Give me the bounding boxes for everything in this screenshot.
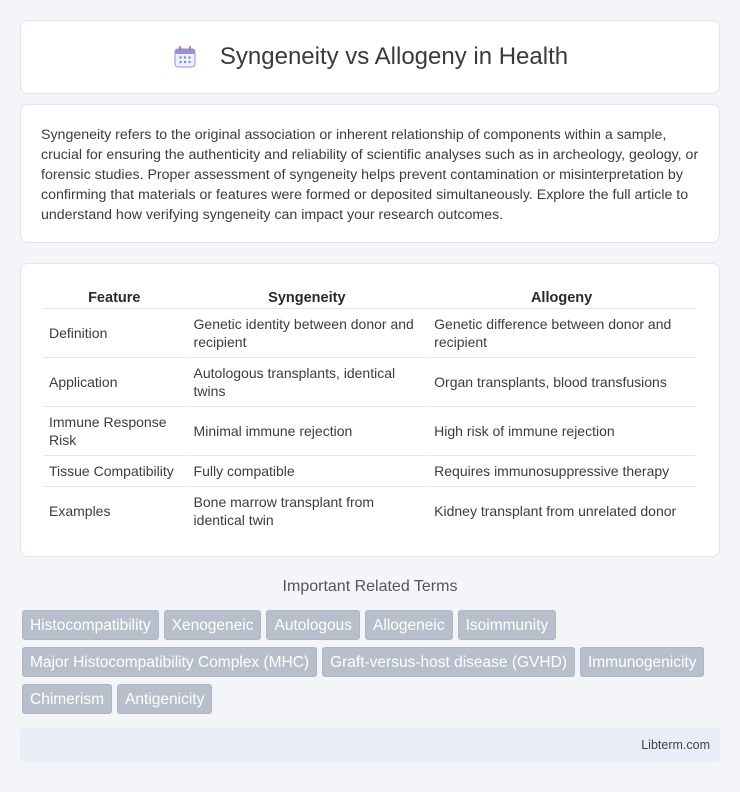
header-allogeny: Allogeny <box>530 290 593 306</box>
comparison-card <box>20 263 720 557</box>
header-feature: Feature <box>88 290 141 306</box>
table-cell: Genetic identity between donor and recipient <box>188 308 427 357</box>
table-cell: Organ transplants, blood transfusions <box>428 357 695 406</box>
related-term-tag[interactable]: Xenogeneic <box>164 610 262 640</box>
table-cell: Minimal immune rejection <box>188 406 427 455</box>
related-terms-title: Important Related Terms <box>282 578 458 595</box>
table-row <box>43 406 695 455</box>
comparison-table <box>41 286 697 535</box>
table-cell: Application <box>43 357 186 406</box>
table-row <box>43 308 695 357</box>
header-syngeneity: Syngeneity <box>268 290 346 306</box>
table-cell: Fully compatible <box>188 455 427 486</box>
table-cell: Immune Response Risk <box>43 406 186 455</box>
table-cell: Genetic difference between donor and recipient <box>428 308 695 357</box>
page-title: Syngeneity vs Allogeny in Health <box>219 43 569 70</box>
table-row <box>43 455 695 486</box>
related-term-tag[interactable]: Chimerism <box>22 684 112 714</box>
related-term-tag[interactable]: Isoimmunity <box>458 610 557 640</box>
footer-site-link[interactable]: Libterm.com <box>641 738 710 752</box>
related-term-tag[interactable]: Antigenicity <box>117 684 212 714</box>
table-cell: Requires immunosuppressive therapy <box>428 455 695 486</box>
header-card <box>20 20 720 94</box>
table-cell: Kidney transplant from unrelated donor <box>428 486 695 535</box>
table-row <box>43 357 695 406</box>
footer <box>20 728 720 762</box>
calendar-icon <box>172 44 198 70</box>
related-term-tag[interactable]: Immunogenicity <box>580 647 705 677</box>
intro-text: Syngeneity refers to the original association or inherent relationship of components within a sample, crucial for ensuring the authenticity and reliability of scientific analyses such as in archeology, geology, or forensic studies. Proper assessment of syngeneity helps prevent contamination or misinterpretation by confirming that materials or features were formed or deposited simultaneously. Explore the full article to understand how verifying syngeneity can impact your research outcomes. <box>41 127 699 223</box>
table-cell: High risk of immune rejection <box>428 406 695 455</box>
related-term-tag[interactable]: Autologous <box>266 610 360 640</box>
table-cell: Bone marrow transplant from identical twin <box>188 486 427 535</box>
related-terms-list <box>22 610 722 721</box>
table-row <box>43 486 695 535</box>
related-term-tag[interactable]: Allogeneic <box>365 610 453 640</box>
table-cell: Autologous transplants, identical twins <box>188 357 427 406</box>
related-term-tag[interactable]: Histocompatibility <box>22 610 159 640</box>
table-header-row <box>43 286 695 308</box>
table-cell: Definition <box>43 308 186 357</box>
intro-card <box>20 104 720 243</box>
related-term-tag[interactable]: Graft-versus-host disease (GVHD) <box>322 647 575 677</box>
related-term-tag[interactable]: Major Histocompatibility Complex (MHC) <box>22 647 317 677</box>
table-cell: Tissue Compatibility <box>43 455 186 486</box>
table-cell: Examples <box>43 486 186 535</box>
